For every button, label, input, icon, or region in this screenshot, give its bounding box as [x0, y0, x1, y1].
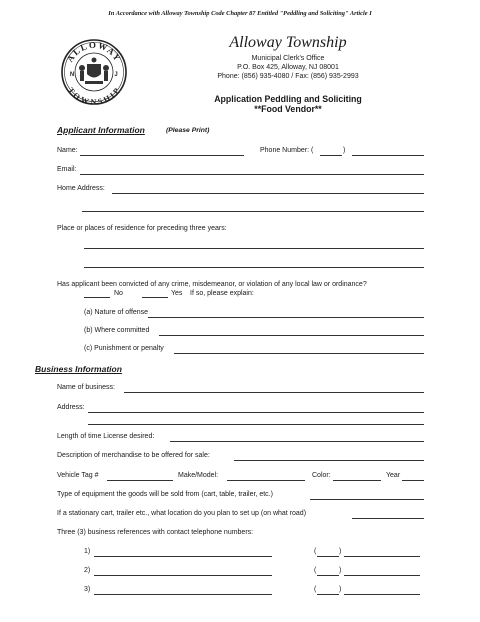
reference-3-field[interactable]	[94, 594, 272, 595]
reference-phone-open: (	[314, 567, 317, 574]
office-line-1: Municipal Clerk's Office	[251, 55, 325, 62]
make-model-field[interactable]	[227, 480, 305, 481]
email-label: Email:	[57, 166, 77, 173]
stationary-label: If a stationary cart, trailer etc., what location do you plan to set up (on what road)	[57, 510, 307, 517]
township-seal	[60, 38, 128, 106]
year-label: Year	[386, 472, 401, 479]
seal-top-text: ALLOWAY	[64, 39, 124, 64]
explain-label: If so, please explain:	[190, 290, 254, 297]
reference-1-phone-field[interactable]	[344, 556, 420, 557]
seal-bottom-text: TOWNSHIP	[66, 85, 122, 106]
home-address-field-2[interactable]	[82, 211, 424, 212]
merchandise-label: Description of merchandise to be offered for sale:	[57, 452, 210, 459]
name-label: Name:	[57, 147, 78, 154]
reference-3-phone-field[interactable]	[344, 594, 420, 595]
residence-label: Place or places of residence for preceding three years:	[57, 225, 227, 232]
applicant-heading: Applicant Information	[57, 125, 145, 135]
merchandise-field[interactable]	[234, 460, 424, 461]
vehicle-tag-label: Vehicle Tag #	[57, 472, 99, 479]
convicted-no-field[interactable]	[84, 297, 110, 298]
name-field[interactable]	[80, 155, 244, 156]
svg-text:TOWNSHIP	[66, 86, 122, 106]
reference-1-field[interactable]	[94, 556, 272, 557]
seal-letter-right: J	[114, 72, 118, 78]
form-title: Application Peddling and Soliciting	[214, 94, 362, 104]
license-length-field[interactable]	[170, 441, 424, 442]
business-heading: Business Information	[35, 364, 122, 374]
business-name-field[interactable]	[124, 392, 424, 393]
phone-paren: )	[343, 147, 346, 154]
office-line-3: Phone: (856) 935-4080 / Fax: (856) 935-2993	[217, 73, 359, 80]
residence-field-1[interactable]	[84, 248, 424, 249]
year-field[interactable]	[402, 480, 424, 481]
where-field[interactable]	[159, 335, 424, 336]
yes-label: Yes	[171, 290, 183, 297]
seal-letter-left: N	[69, 72, 75, 78]
phone-area-code-field[interactable]	[320, 155, 342, 156]
nature-field[interactable]	[148, 317, 424, 318]
reference-number: 3)	[84, 586, 91, 593]
business-address-field[interactable]	[88, 412, 424, 413]
references-label: Three (3) business references with contact telephone numbers:	[57, 529, 254, 536]
reference-phone-open: (	[314, 586, 317, 593]
residence-field-2[interactable]	[84, 267, 424, 268]
office-line-2: P.O. Box 425, Alloway, NJ 08001	[237, 64, 339, 71]
email-field[interactable]	[80, 174, 424, 175]
phone-number-field[interactable]	[352, 155, 424, 156]
equipment-field[interactable]	[310, 499, 424, 500]
header-note: In Accordance with Alloway Township Code Chapter 87 Entitled "Peddling and Soliciting" Article I	[108, 10, 372, 17]
punishment-field[interactable]	[174, 353, 424, 354]
make-model-label: Make/Model:	[178, 472, 219, 479]
convicted-question: Has applicant been convicted of any crime, misdemeanor, or violation of any local law or ordinance?	[57, 281, 367, 288]
color-field[interactable]	[333, 480, 381, 481]
form-subtitle: **Food Vendor**	[254, 104, 322, 114]
color-label: Color:	[312, 472, 331, 479]
home-address-field[interactable]	[112, 193, 424, 194]
nature-label: (a) Nature of offense	[84, 309, 149, 316]
equipment-label: Type of equipment the goods will be sold from (cart, table, trailer, etc.)	[57, 491, 273, 498]
stationary-field[interactable]	[352, 518, 424, 519]
reference-2-area-code-field[interactable]	[317, 575, 339, 576]
reference-phone-close: )	[339, 548, 342, 555]
reference-1-area-code-field[interactable]	[317, 556, 339, 557]
home-address-label: Home Address:	[57, 185, 105, 192]
reference-number: 2)	[84, 567, 91, 574]
business-name-label: Name of business:	[57, 384, 115, 391]
punishment-label: (c) Punishment or penalty	[84, 345, 164, 352]
reference-3-area-code-field[interactable]	[317, 594, 339, 595]
reference-phone-close: )	[339, 567, 342, 574]
license-length-label: Length of time License desired:	[57, 433, 155, 440]
reference-phone-close: )	[339, 586, 342, 593]
reference-2-field[interactable]	[94, 575, 272, 576]
reference-phone-open: (	[314, 548, 317, 555]
reference-2-phone-field[interactable]	[344, 575, 420, 576]
business-address-field-2[interactable]	[88, 424, 424, 425]
town-name: Alloway Township	[229, 34, 347, 51]
no-label: No	[114, 290, 123, 297]
vehicle-tag-field[interactable]	[107, 480, 173, 481]
seal-emblem-icon	[79, 58, 109, 85]
reference-number: 1)	[84, 548, 91, 555]
phone-label: Phone Number: (	[260, 147, 314, 154]
print-note: (Please Print)	[166, 127, 210, 134]
convicted-yes-field[interactable]	[142, 297, 168, 298]
where-label: (b) Where committed	[84, 327, 150, 334]
business-address-label: Address:	[57, 404, 85, 411]
